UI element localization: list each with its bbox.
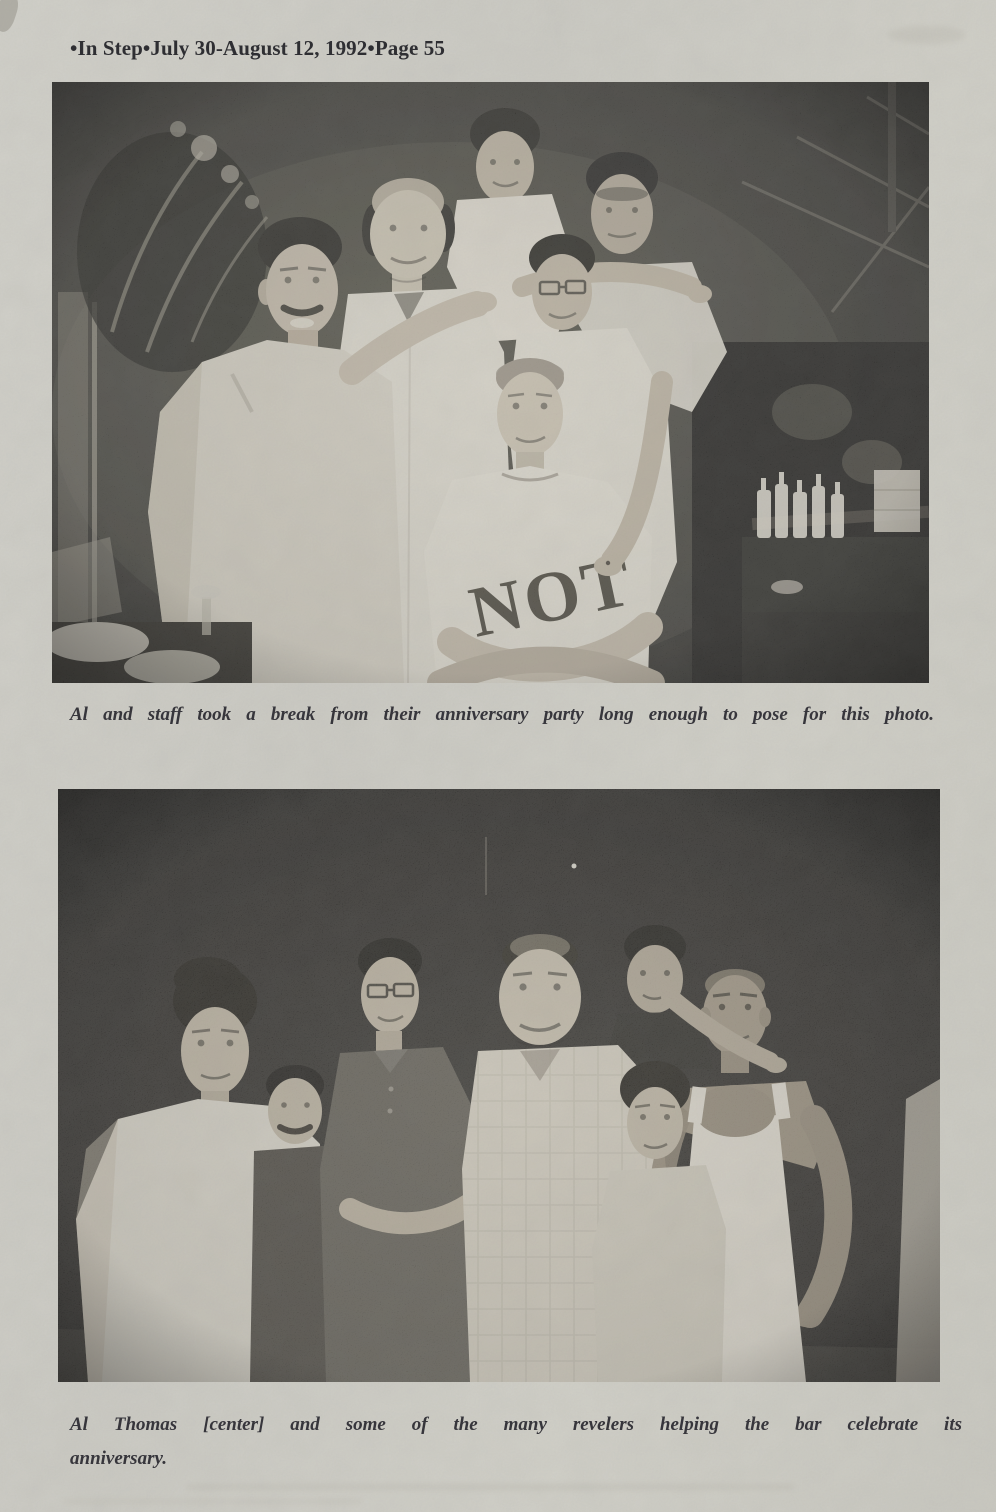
caption-line-2: anniversary. (70, 1448, 167, 1469)
photo-bottom-image (58, 789, 940, 1382)
scan-smudge-corner (0, 0, 21, 34)
photo-top-caption: Al and staff took a break from their anniversary party long enough to pose for this photo. (70, 704, 934, 725)
photo-vignette (58, 789, 940, 1382)
caption-line-1: Al Thomas [center] and some of the many revelers helping the bar celebrate its (70, 1414, 962, 1435)
scan-smudge-header (888, 26, 966, 44)
photo-bottom (58, 789, 940, 1382)
scan-bleedthrough (185, 1483, 795, 1491)
header-text: •In Step•July 30-August 12, 1992•Page 55 (70, 36, 445, 60)
photo-bottom-caption (70, 1408, 962, 1476)
page-header (70, 36, 445, 61)
photo-top-image (52, 82, 929, 683)
photo-vignette (52, 82, 929, 683)
photo-top (52, 82, 929, 683)
scan-bleedthrough (62, 1498, 362, 1505)
